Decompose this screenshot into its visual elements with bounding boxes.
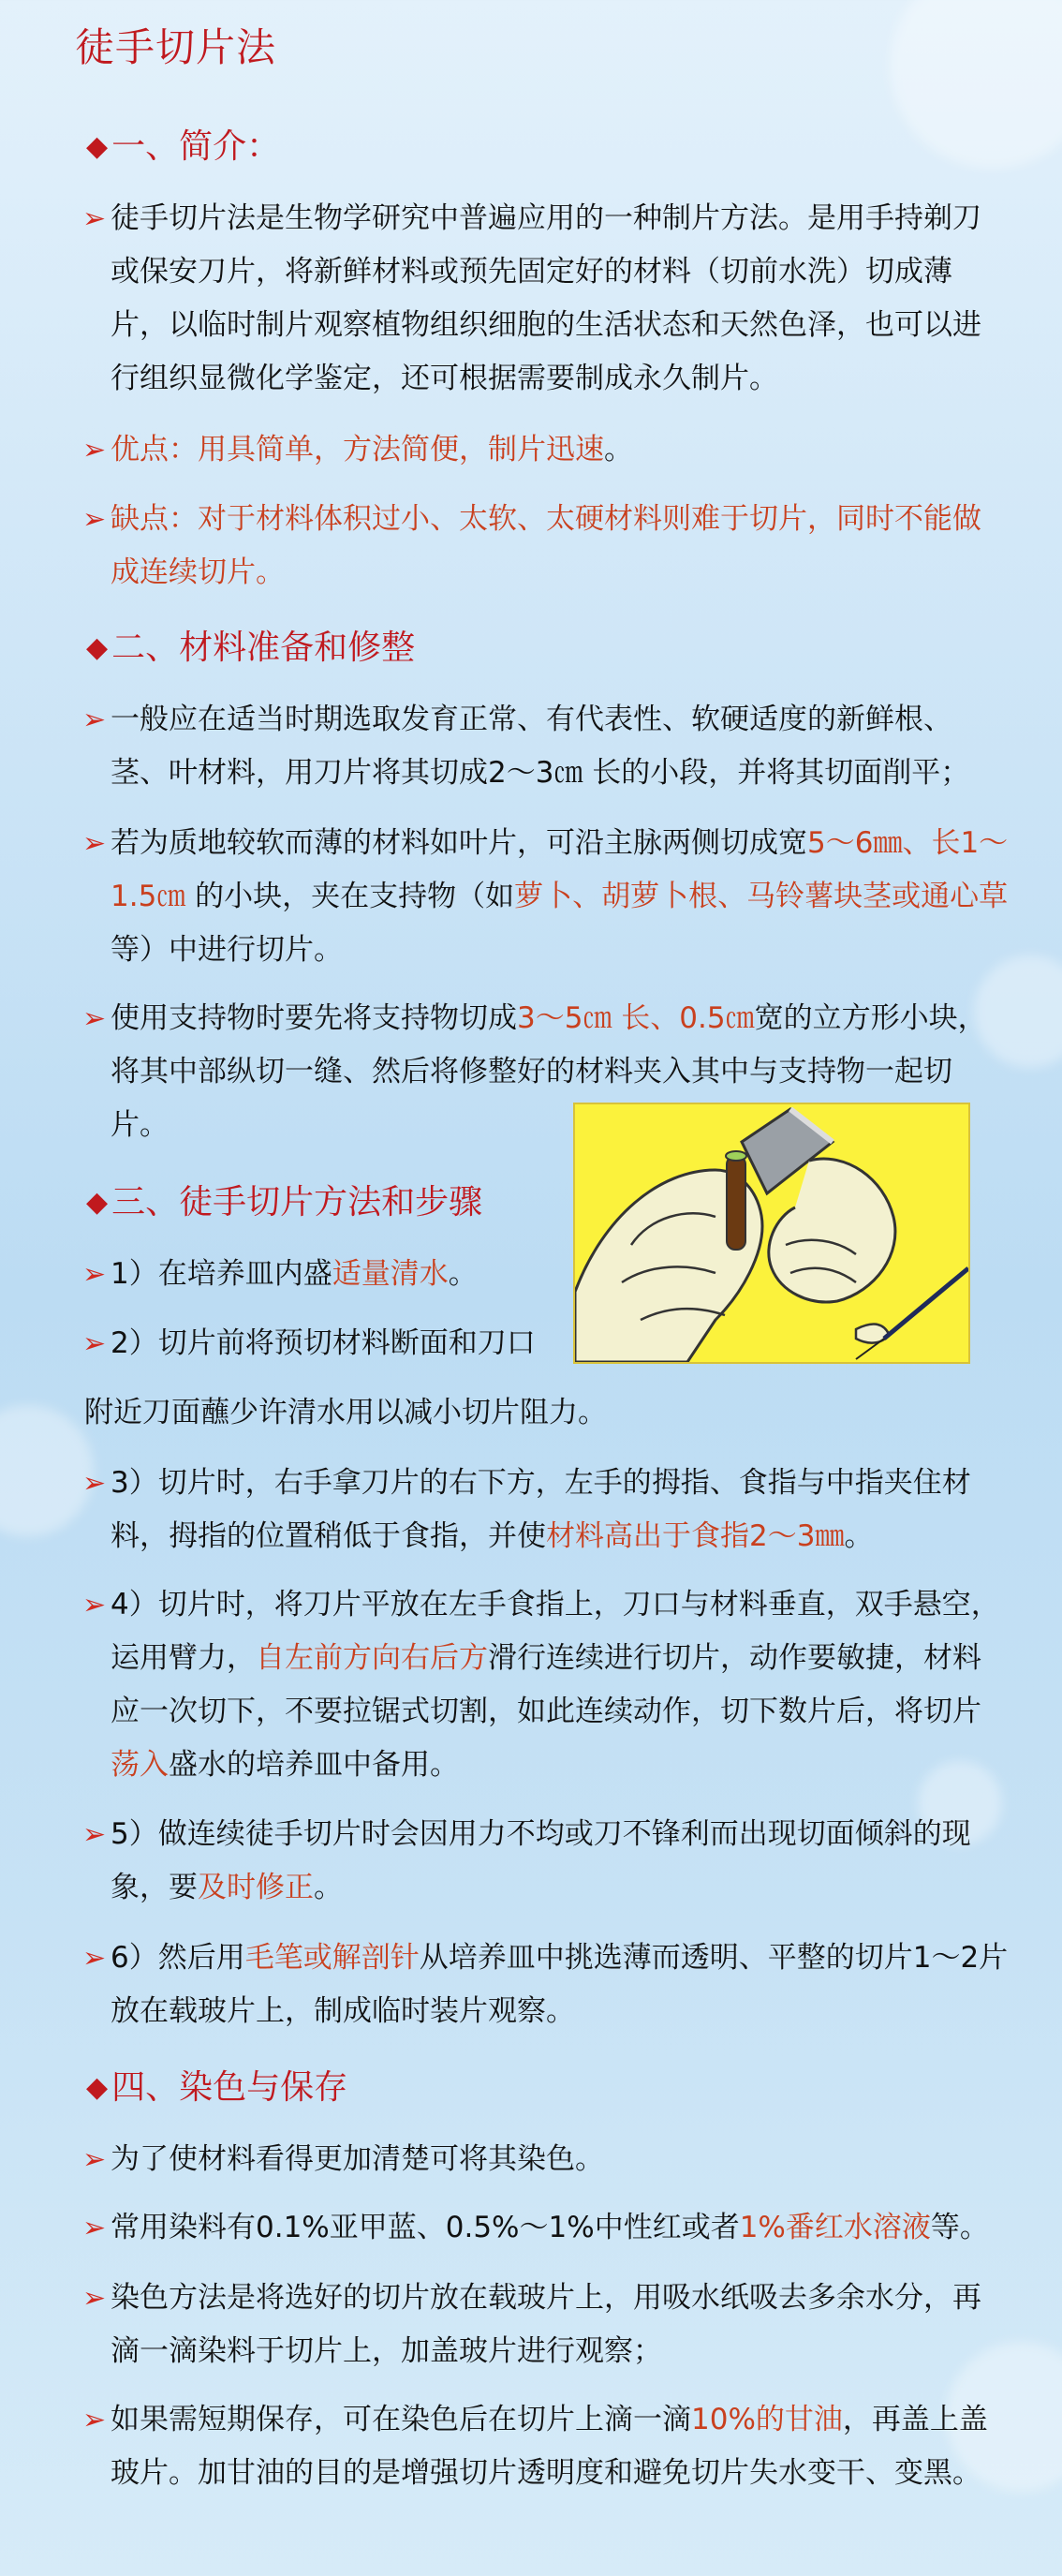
diamond-icon: ◆ <box>86 2071 109 2104</box>
arrowhead-icon: ➢ <box>82 1942 107 1975</box>
arrowhead-icon: ➢ <box>82 1327 107 1360</box>
section-heading-text: 一、简介： <box>111 127 281 166</box>
list-item <box>82 693 1010 800</box>
arrowhead-icon: ➢ <box>82 202 107 235</box>
hands-holding-razor-image <box>575 1104 968 1362</box>
diamond-icon: ◆ <box>86 1186 109 1219</box>
item-text: 徒手切片法是生物学研究中普遍应用的一种制片方法。是用手持剃刀或保安刀片，将新鲜材料或预先固定好的材料（切前水洗）切成薄片，以临时制片观察植物组织细胞的生活状态和天然色泽，也可以进行组织显微化学鉴定，还可根据需要制成永久制片。 <box>111 201 981 395</box>
arrowhead-icon: ➢ <box>82 1818 107 1851</box>
item-text: 4）切片时，将刀片平放在左手食指上，刀口与材料垂直，双手悬空，运用臂力，自左前方向右后方滑行连续进行切片，动作要敏捷，材料应一次切下，不要拉锯式切割，如此连续动作，切下数片后，将切片荡入盛水的培养皿中备用。 <box>111 1588 1000 1782</box>
hand-sectioning-illustration <box>573 1103 970 1364</box>
item-text: 缺点：对于材料体积过小、太软、太硬材料则难于切片，同时不能做成连续切片。 <box>111 502 981 589</box>
diamond-icon: ◆ <box>86 631 109 664</box>
item-text: 6）然后用毛笔或解剖针从培养皿中挑选薄而透明、平整的切片1～2片放在载玻片上，制成临时装片观察。 <box>111 1941 1009 2028</box>
list-item <box>82 1457 1010 1563</box>
item-text: 5）做连续徒手切片时会因用力不均或刀不锋利而出现切面倾斜的现象，要及时修正。 <box>111 1817 971 1904</box>
arrowhead-icon: ➢ <box>82 1258 107 1291</box>
arrowhead-icon: ➢ <box>82 2282 107 2315</box>
item-text: 染色方法是将选好的切片放在载玻片上，用吸水纸吸去多余水分，再滴一滴染料于切片上，加盖玻片进行观察； <box>111 2281 981 2368</box>
item-text: 使用支持物时要先将支持物切成3～5㎝ 长、0.5㎝宽的立方形小块，将其中部纵切一缝、然后将修整好的材料夹入其中与支持物一起切片。 <box>111 1001 987 1142</box>
item-text: 如果需短期保存，可在染色后在切片上滴一滴10%的甘油，再盖上盖玻片。加甘油的目的是增强切片透明度和避免切片失水变干、变黑。 <box>111 2403 988 2490</box>
section-heading-stain <box>86 2061 347 2109</box>
arrowhead-icon: ➢ <box>82 1002 107 1035</box>
arrowhead-icon: ➢ <box>82 503 107 536</box>
list-item <box>82 493 1010 600</box>
arrowhead-icon: ➢ <box>82 1589 107 1621</box>
list-item <box>82 1932 1010 2038</box>
arrowhead-icon: ➢ <box>82 2143 107 2176</box>
item-text: 为了使材料看得更加清楚可将其染色。 <box>111 2142 604 2176</box>
list-item <box>82 1578 1010 1792</box>
list-item <box>82 1808 1010 1915</box>
page-title: 徒手切片法 <box>75 24 277 70</box>
item-text: 一般应在适当时期选取发育正常、有代表性、软硬适度的新鲜根、茎、叶材料，用刀片将其切成2～3㎝ 长的小段，并将其切面削平； <box>111 703 970 790</box>
list-item <box>82 817 1010 977</box>
arrowhead-icon: ➢ <box>82 1467 107 1500</box>
item-text: 附近刀面蘸少许清水用以减小切片阻力。 <box>84 1396 607 1429</box>
section-heading-text: 二、材料准备和修整 <box>111 629 416 667</box>
arrowhead-icon: ➢ <box>82 827 107 860</box>
list-item <box>82 2201 1010 2255</box>
list-item <box>82 2133 1010 2186</box>
list-item <box>82 192 1010 406</box>
item-text: 若为质地较软而薄的材料如叶片，可沿主脉两侧切成宽5～6㎜、长1～1.5㎝ 的小块，夹在支持物（如萝卜、胡萝卜根、马铃薯块茎或通心草等）中进行切片。 <box>111 826 1009 967</box>
item-text: 3）切片时，右手拿刀片的右下方，左手的拇指、食指与中指夹住材料，拇指的位置稍低于食指，并使材料高出于食指2～3㎜。 <box>111 1466 971 1553</box>
item-text: 1）在培养皿内盛适量清水。 <box>111 1257 478 1291</box>
list-item-continuation <box>84 1386 1011 1440</box>
bokeh-light <box>890 0 1062 169</box>
arrowhead-icon: ➢ <box>82 2404 107 2436</box>
list-item <box>82 1317 569 1370</box>
list-item <box>82 2272 1010 2378</box>
section-heading-method <box>86 1176 482 1223</box>
list-item <box>82 2393 1010 2500</box>
list-item <box>82 1248 569 1301</box>
arrowhead-icon: ➢ <box>82 2212 107 2244</box>
bokeh-light <box>0 1405 94 1536</box>
section-heading-text: 四、染色与保存 <box>111 2068 348 2107</box>
arrowhead-icon: ➢ <box>82 703 107 736</box>
item-text: 2）切片前将预切材料断面和刀口 <box>111 1326 536 1360</box>
item-text: 常用染料有0.1%亚甲蓝、0.5%～1%中性红或者1%番红水溶液等。 <box>111 2211 989 2244</box>
arrowhead-icon: ➢ <box>82 434 107 466</box>
item-text: 优点：用具简单，方法简便，制片迅速。 <box>111 433 633 466</box>
diamond-icon: ◆ <box>86 130 109 163</box>
list-item <box>82 423 1010 477</box>
section-heading-prep <box>86 621 415 669</box>
section-heading-text: 三、徒手切片方法和步骤 <box>111 1183 483 1221</box>
section-heading-intro <box>86 120 280 168</box>
